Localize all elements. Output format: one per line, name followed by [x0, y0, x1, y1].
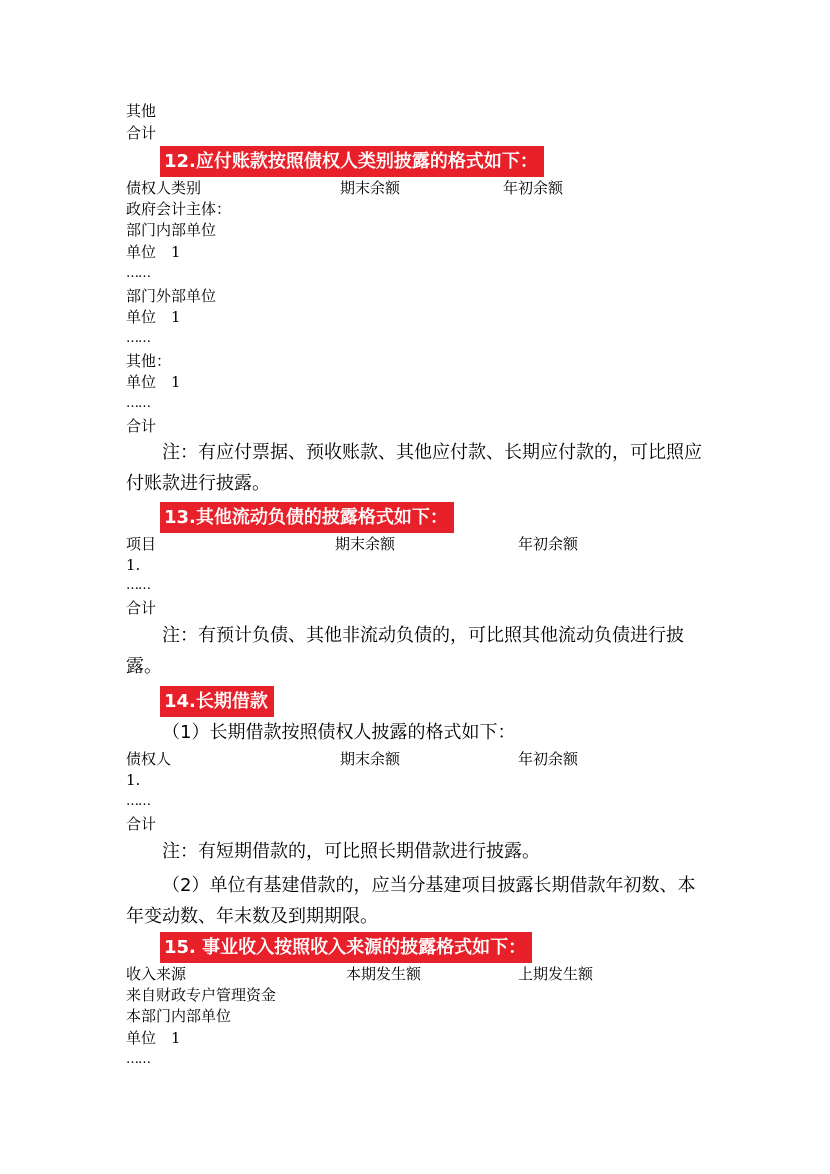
- section-15-heading: 15. 事业收入按照收入来源的披露格式如下：: [160, 932, 532, 963]
- section-14-heading: 14.长期借款: [160, 686, 274, 717]
- item-row: 1.: [126, 556, 141, 574]
- col-header-creditor: 债权人: [126, 750, 172, 768]
- col-header-opening-balance: 年初余额: [518, 750, 579, 768]
- unit-row: 单位 1: [126, 373, 181, 391]
- ellipsis: ……: [126, 266, 150, 281]
- total-label: 合计: [126, 417, 157, 435]
- section-13-heading: 13.其他流动负债的披露格式如下：: [160, 502, 454, 533]
- unit-row: 单位 1: [126, 243, 181, 261]
- internal-unit-label: 本部门内部单位: [126, 1007, 232, 1025]
- col-header-prior-period: 上期发生额: [518, 965, 594, 983]
- col-header-ending-balance: 期末余额: [340, 750, 401, 768]
- income-source-row: 来自财政专户管理资金: [126, 986, 277, 1004]
- col-header-opening-balance: 年初余额: [518, 535, 579, 553]
- section-12-note: 注：有应付票据、预收账款、其他应付款、长期应付款的，可比照应付账款进行披露。: [126, 442, 702, 494]
- ellipsis: ……: [126, 1052, 150, 1067]
- col-header-current-period: 本期发生额: [346, 965, 422, 983]
- section-12-heading: 12.应付账款按照债权人类别披露的格式如下：: [160, 146, 544, 177]
- total-label: 合计: [126, 124, 157, 142]
- col-header-ending-balance: 期末余额: [340, 179, 401, 197]
- unit-row: 单位 1: [126, 1029, 181, 1047]
- section-14-sub1: （1）长期借款按照债权人披露的格式如下：: [162, 722, 516, 743]
- external-unit-label: 部门外部单位: [126, 287, 217, 305]
- ellipsis: ……: [126, 396, 150, 411]
- col-header-income-source: 收入来源: [126, 965, 187, 983]
- col-header-opening-balance: 年初余额: [503, 179, 564, 197]
- section-14-note: 注：有短期借款的，可比照长期借款进行披露。: [162, 841, 540, 862]
- gov-entity-label: 政府会计主体：: [126, 200, 232, 218]
- ellipsis: ……: [126, 578, 150, 593]
- total-label: 合计: [126, 815, 157, 833]
- other-category-label: 其他：: [126, 352, 172, 370]
- unit-row: 单位 1: [126, 308, 181, 326]
- col-header-item: 项目: [126, 535, 157, 553]
- other-label: 其他: [126, 102, 157, 120]
- total-label: 合计: [126, 599, 157, 617]
- internal-unit-label: 部门内部单位: [126, 221, 217, 239]
- col-header-creditor-type: 债权人类别: [126, 179, 202, 197]
- ellipsis: ……: [126, 331, 150, 346]
- section-14-sub2: （2）单位有基建借款的，应当分基建项目披露长期借款年初数、本年变动数、年末数及到期期限。: [126, 875, 696, 927]
- ellipsis: ……: [126, 794, 150, 809]
- section-13-note: 注：有预计负债、其他非流动负债的，可比照其他流动负债进行披露。: [126, 625, 684, 677]
- col-header-ending-balance: 期末余额: [335, 535, 396, 553]
- item-row: 1.: [126, 771, 141, 789]
